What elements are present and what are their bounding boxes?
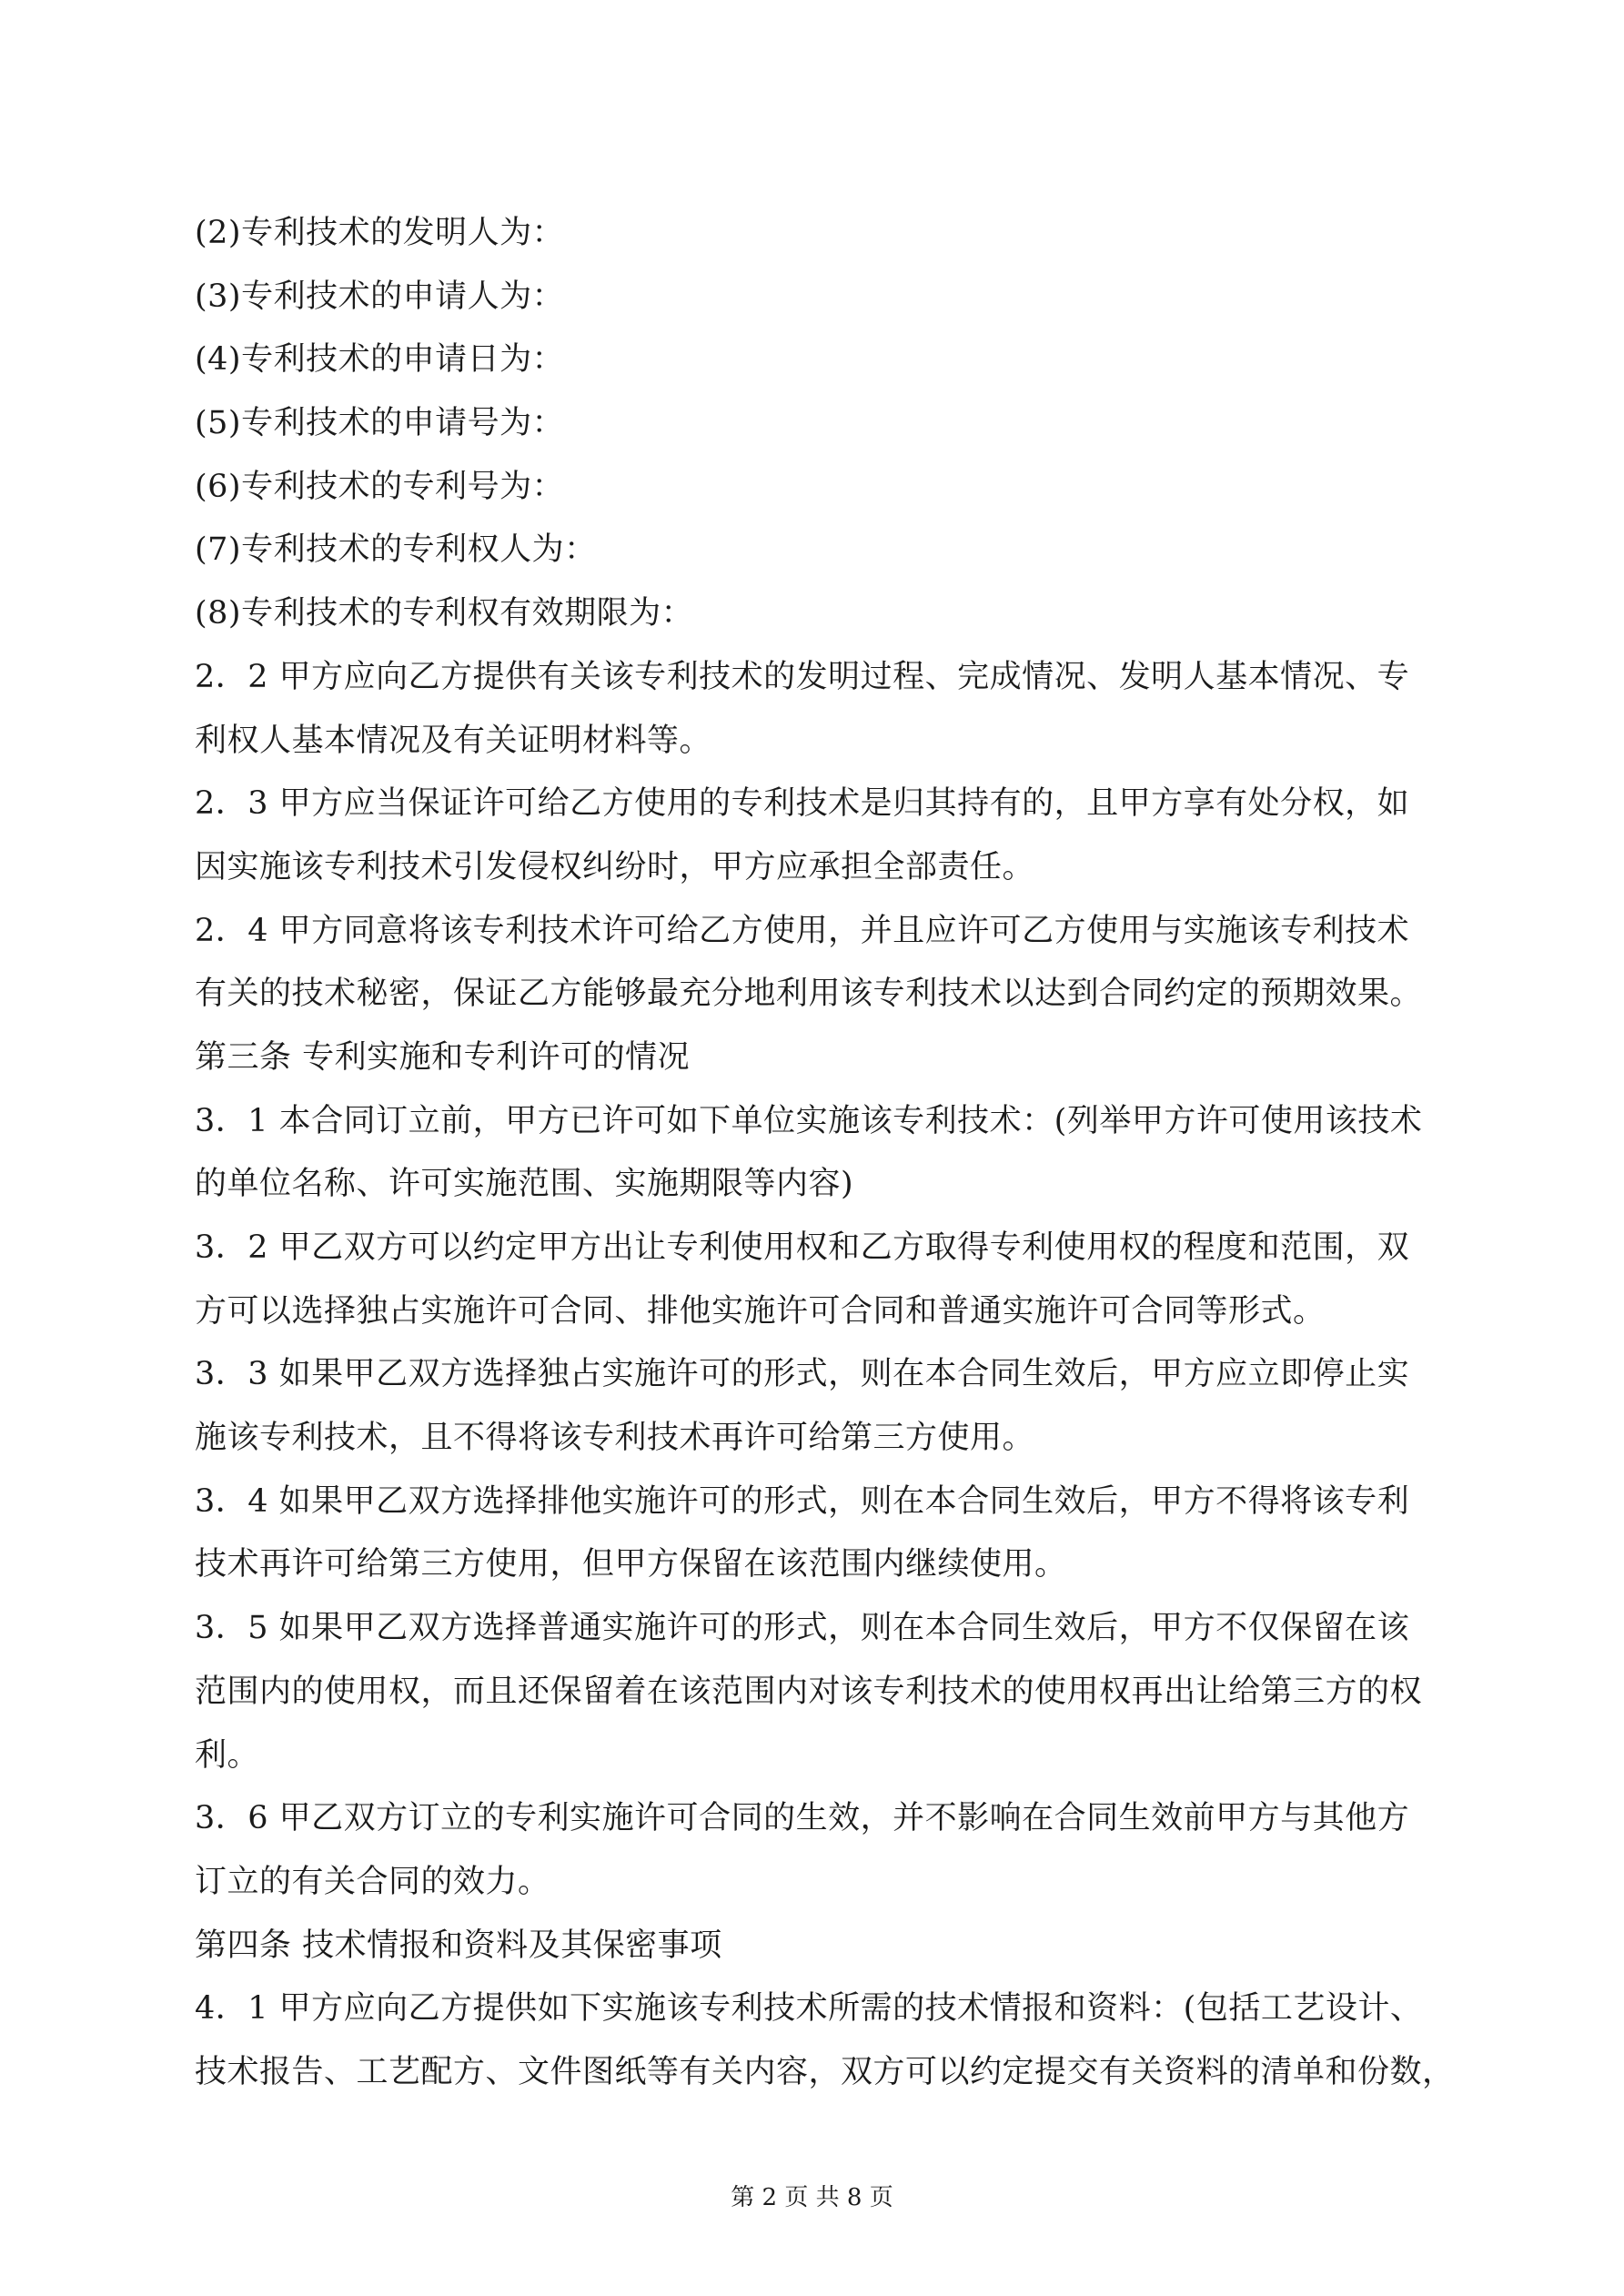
text-line: 有关的技术秘密，保证乙方能够最充分地利用该专利技术以达到合同约定的预期效果。 (195, 976, 1423, 1013)
text-line: 技术报告、工艺配方、文件图纸等有关内容，双方可以约定提交有关资料的清单和份数， (195, 2053, 1455, 2090)
text-line: 利。 (195, 1736, 260, 1774)
text-line: 施该专利技术，且不得将该专利技术再许可给第三方使用。 (195, 1420, 1035, 1457)
text-line: 4．1 甲方应向乙方提供如下实施该专利技术所需的技术情报和资料：(包括工艺设计、 (195, 1990, 1423, 2028)
text-line: 3．4 如果甲乙双方选择排他实施许可的形式，则在本合同生效后，甲方不得将该专利 (195, 1482, 1410, 1520)
text-line: 利权人基本情况及有关证明材料等。 (195, 722, 712, 759)
text-line: (3)专利技术的申请人为： (195, 278, 565, 315)
text-line: 3．2 甲乙双方可以约定甲方出让专利使用权和乙方取得专利使用权的程度和范围，双 (195, 1229, 1410, 1266)
text-line: (6)专利技术的专利号为： (195, 468, 565, 505)
text-line: 3．1 本合同订立前，甲方已许可如下单位实施该专利技术：(列举甲方许可使用该技术 (195, 1102, 1423, 1139)
document-body (195, 202, 1455, 2105)
text-line: 3．3 如果甲乙双方选择独占实施许可的形式，则在本合同生效后，甲方应立即停止实 (195, 1356, 1410, 1393)
text-line: 2．4 甲方同意将该专利技术许可给乙方使用，并且应许可乙方使用与实施该专利技术 (195, 912, 1410, 949)
section-heading: 第四条 技术情报和资料及其保密事项 (195, 1927, 722, 1964)
text-line: 订立的有关合同的效力。 (195, 1863, 550, 1900)
text-line: 技术再许可给第三方使用，但甲方保留在该范围内继续使用。 (195, 1546, 1067, 1583)
text-line: 因实施该专利技术引发侵权纠纷时，甲方应承担全部责任。 (195, 848, 1035, 885)
text-line: (4)专利技术的申请日为： (195, 341, 565, 379)
text-line: 2．3 甲方应当保证许可给乙方使用的专利技术是归其持有的，且甲方享有处分权，如 (195, 785, 1410, 823)
text-line: (7)专利技术的专利权人为： (195, 531, 597, 569)
text-line: 3．5 如果甲乙双方选择普通实施许可的形式，则在本合同生效后，甲方不仅保留在该 (195, 1610, 1410, 1647)
text-line: (5)专利技术的申请号为： (195, 405, 565, 442)
text-line: (2)专利技术的发明人为： (195, 215, 565, 251)
page-number-footer: 第 2 页 共 8 页 (731, 2184, 893, 2211)
text-line: 方可以选择独占实施许可合同、排他实施许可合同和普通实施许可合同等形式。 (195, 1292, 1326, 1330)
text-line: 3．6 甲乙双方订立的专利实施许可合同的生效，并不影响在合同生效前甲方与其他方 (195, 1800, 1410, 1837)
section-heading: 第三条 专利实施和专利许可的情况 (195, 1038, 691, 1076)
text-line: (8)专利技术的专利权有效期限为： (195, 595, 694, 632)
text-line: 范围内的使用权，而且还保留着在该范围内对该专利技术的使用权再出让给第三方的权 (195, 1673, 1423, 1710)
text-line: 的单位名称、许可实施范围、实施期限等内容) (195, 1166, 854, 1203)
text-line: 2．2 甲方应向乙方提供有关该专利技术的发明过程、完成情况、发明人基本情况、专 (195, 658, 1410, 695)
